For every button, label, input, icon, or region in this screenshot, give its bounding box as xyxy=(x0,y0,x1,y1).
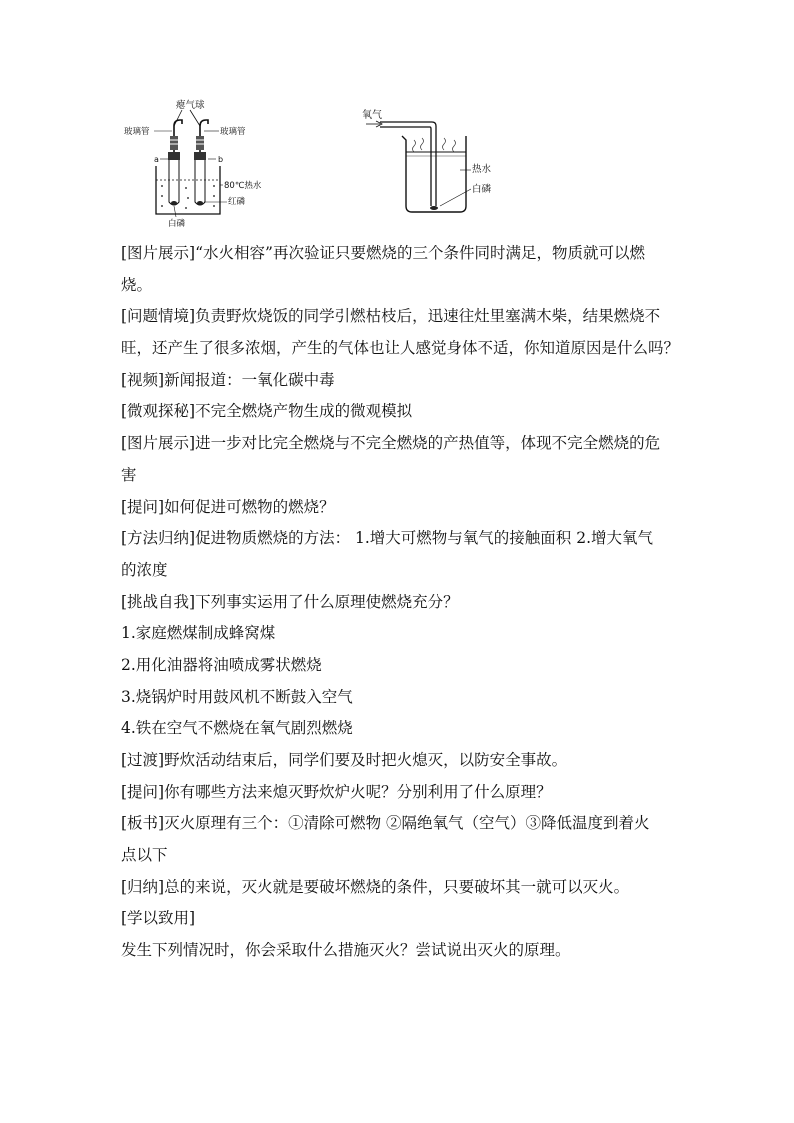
paragraph-line: [图片展示]“水火相容”再次验证只要燃烧的三个条件同时满足，物质就可以燃 xyxy=(121,244,645,262)
label-glass-tube-left: 玻璃管 xyxy=(124,127,150,137)
paragraph-line: [过渡]野炊活动结束后，同学们要及时把火熄灭，以防安全事故。 xyxy=(121,751,568,769)
figures-row xyxy=(120,96,680,234)
paragraph-line: [问题情境]负责野炊烧饭的同学引燃枯枝后，迅速往灶里塞满木柴，结果燃烧不 xyxy=(121,307,661,326)
paragraph-line: [微观探秘]不完全燃烧产物生成的微观模拟 xyxy=(121,402,413,421)
paragraph-line: 发生下列情况时，你会采取什么措施灭火？尝试说出灭火的原理。 xyxy=(121,941,571,960)
paragraph-line: [图片展示]进一步对比完全燃烧与不完全燃烧的产热值等，体现不完全燃烧的危 xyxy=(121,434,661,453)
lesson-text xyxy=(121,243,681,972)
paragraph-line: [学以致用] xyxy=(121,909,196,928)
label-hot-water: 80℃热水 xyxy=(224,181,262,191)
paragraph-line: [方法归纳]促进物质燃烧的方法： 1.增大可燃物与氧气的接触面积 2.增大氧气 xyxy=(121,529,654,548)
paragraph-line: 烧。 xyxy=(121,275,153,294)
paragraph-line: [提问]如何促进可燃物的燃烧？ xyxy=(121,497,335,516)
figure-oxygen-beaker xyxy=(360,96,500,225)
paragraph-line: 的浓度 xyxy=(121,560,168,579)
label-glass-tube-right: 玻璃管 xyxy=(220,127,246,137)
list-item: 3.烧锅炉时用鼓风机不断鼓入空气 xyxy=(121,687,353,706)
paragraph-line: 点以下 xyxy=(121,846,168,865)
list-item: 4.铁在空气不燃烧在氧气剧烈燃烧 xyxy=(121,719,353,738)
label-white-phosphorus: 白磷 xyxy=(168,219,186,229)
label-balloon: 瘪气球 xyxy=(176,100,205,111)
paragraph-line: [归纳]总的来说，灭火就是要破坏燃烧的条件，只要破坏其一就可以灭火。 xyxy=(121,877,630,896)
figure-balloon-apparatus xyxy=(124,96,264,235)
label-oxygen: 氧气 xyxy=(362,110,382,121)
list-item: 2.用化油器将油喷成雾状燃烧 xyxy=(121,655,322,674)
paragraph-line: [挑战自我]下列事实运用了什么原理使燃烧充分？ xyxy=(121,592,459,611)
paragraph-line: [视频]新闻报道：一氧化碳中毒 xyxy=(121,370,335,389)
paragraph-line: [板书]灭火原理有三个：①清除可燃物 ②隔绝氧气（空气）③降低温度到着火 xyxy=(121,814,650,833)
label-red-phosphorus: 红磷 xyxy=(228,197,246,207)
paragraph-line: [提问]你有哪些方法来熄灭野炊炉火呢？分别利用了什么原理？ xyxy=(121,782,552,801)
label-hot-water-2: 热水 xyxy=(472,164,492,175)
paragraph-line: 旺，还产生了很多浓烟，产生的气体也让人感觉身体不适，你知道原因是什么吗？ xyxy=(121,339,680,358)
balloon-apparatus-diagram xyxy=(124,96,264,231)
label-b: b xyxy=(218,155,224,164)
oxygen-beaker-diagram xyxy=(360,96,500,221)
paragraph-line: 害 xyxy=(121,465,137,484)
label-white-phosphorus-2: 白磷 xyxy=(472,184,492,195)
list-item: 1.家庭燃煤制成蜂窝煤 xyxy=(121,624,276,643)
label-a: a xyxy=(154,155,159,164)
